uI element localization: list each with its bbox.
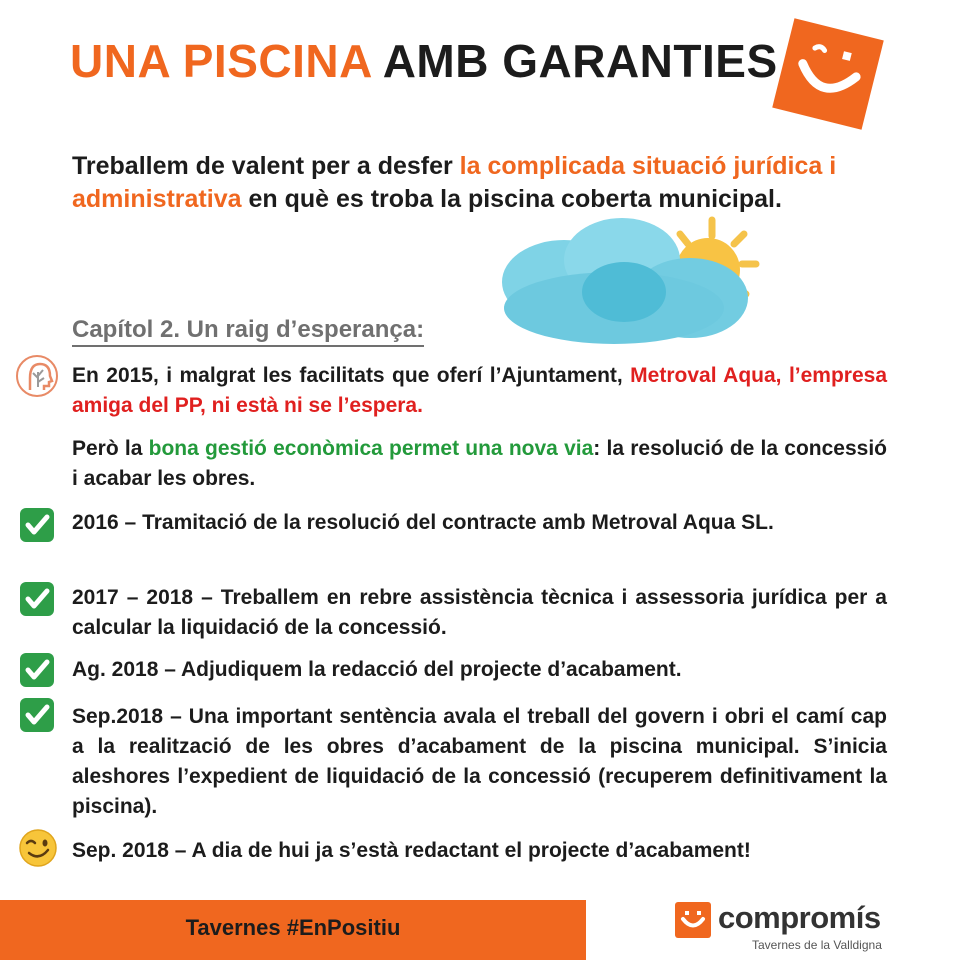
title-rest: AMB GARANTIES: [382, 35, 778, 87]
list-item: 2017 – 2018 – Treballem en rebre assistència tècnica i assessoria jurídica per a calcular la liquidació de la concessió.: [72, 586, 887, 639]
check-icon: [20, 582, 54, 616]
compromis-logo-icon: [675, 902, 711, 938]
list-item: Sep.2018 – Una important sentència avala el treball del govern i obri el camí cap a la realització de les obres d’acabament de la piscina municipal. S’inicia aleshores l’expedient de liquidació de la concessió (recuperem definitivament la piscina).: [72, 705, 887, 818]
check-icon: [20, 653, 54, 687]
footer-hashtag: Tavernes #EnPositiu: [185, 915, 401, 940]
head-tree-icon: [16, 354, 58, 398]
check-icon: [20, 698, 54, 732]
paragraph-2015: En 2015, i malgrat les facilitats que oferí l’Ajuntament, Metroval Aqua, l’empresa amiga del PP, ni està ni se l’espera.: [72, 364, 887, 417]
brand-name: compromís: [718, 900, 881, 935]
intro-highlight: la complicada situació jurídica i administrativa: [72, 152, 837, 213]
intro-text: Treballem de valent per a desfer la complicada situació jurídica i administrativa en què es troba la piscina coberta municipal.: [72, 152, 837, 213]
title-highlight: UNA PISCINA: [70, 35, 372, 87]
smiley-logo-icon: [768, 14, 888, 134]
chapter-heading: Capítol 2. Un raig d’esperança:: [72, 316, 424, 347]
list-item: 2016 – Tramitació de la resolució del contracte amb Metroval Aqua SL.: [72, 511, 774, 534]
winking-face-icon: [18, 828, 58, 868]
brand-subtitle: Tavernes de la Valldigna: [752, 938, 882, 952]
paragraph-2015-highlight: Metroval Aqua, l’empresa amiga del PP, ni està ni se l’espera.: [72, 364, 887, 417]
list-item: Sep. 2018 – A dia de hui ja s’està redactant el projecte d’acabament!: [72, 839, 751, 862]
check-icon: [20, 508, 54, 542]
cloud-sun-icon: [494, 210, 760, 350]
paragraph-new-path-highlight: bona gestió econòmica permet una nova via: [148, 437, 594, 460]
paragraph-new-path: Però la bona gestió econòmica permet una nova via: la resolució de la concessió i acabar les obres.: [72, 437, 887, 490]
page-title: [70, 34, 778, 88]
list-item: Ag. 2018 – Adjudiquem la redacció del projecte d’acabament.: [72, 658, 682, 681]
